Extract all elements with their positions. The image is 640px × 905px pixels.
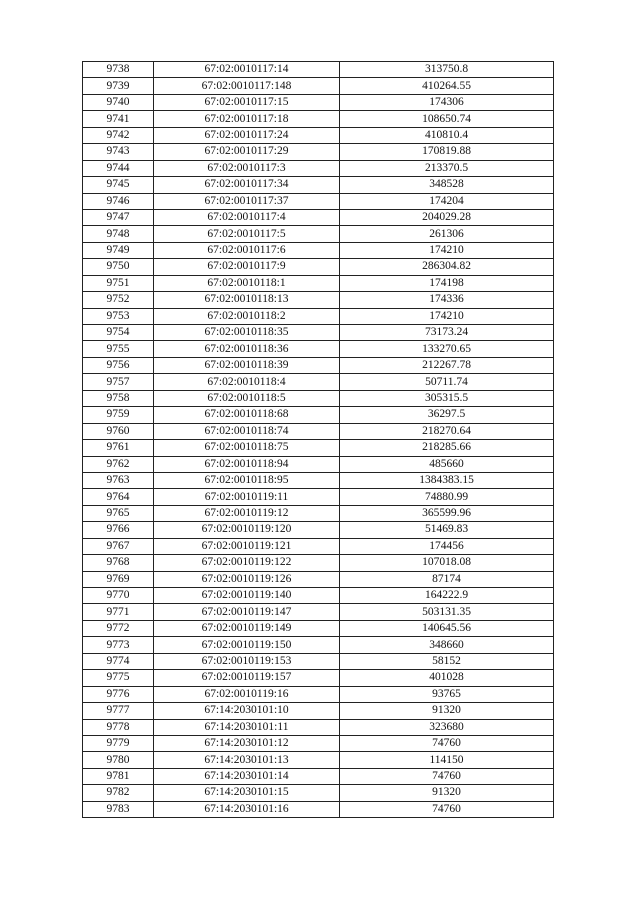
table-row — [83, 407, 554, 423]
row-number-cell: 9777 — [83, 703, 154, 719]
cadastral-number-cell: 67:02:0010119:11 — [154, 489, 340, 505]
cadastral-number-cell: 67:02:0010118:95 — [154, 472, 340, 488]
cadastral-number-cell: 67:14:2030101:12 — [154, 735, 340, 751]
cadastral-value-cell: 140645.56 — [340, 620, 554, 636]
table-row — [83, 209, 554, 225]
cadastral-value-cell: 74880.99 — [340, 489, 554, 505]
cadastral-value-cell: 108650.74 — [340, 111, 554, 127]
cadastral-value-cell: 365599.96 — [340, 505, 554, 521]
cadastral-value-cell: 174204 — [340, 193, 554, 209]
row-number-cell: 9742 — [83, 127, 154, 143]
cadastral-number-cell: 67:14:2030101:10 — [154, 703, 340, 719]
cadastral-value-cell: 1384383.15 — [340, 472, 554, 488]
row-number-cell: 9769 — [83, 571, 154, 587]
cadastral-number-cell: 67:02:0010118:74 — [154, 423, 340, 439]
table-row — [83, 160, 554, 176]
cadastral-number-cell: 67:02:0010119:12 — [154, 505, 340, 521]
table-row — [83, 620, 554, 636]
row-number-cell: 9740 — [83, 94, 154, 110]
cadastral-value-cell: 87174 — [340, 571, 554, 587]
row-number-cell: 9783 — [83, 801, 154, 817]
table-row — [83, 719, 554, 735]
cadastral-value-cell: 36297.5 — [340, 407, 554, 423]
table-row — [83, 423, 554, 439]
cadastral-value-cell: 212267.78 — [340, 357, 554, 373]
row-number-cell: 9741 — [83, 111, 154, 127]
cadastral-number-cell: 67:02:0010117:5 — [154, 226, 340, 242]
table-row — [83, 308, 554, 324]
cadastral-number-cell: 67:02:0010117:29 — [154, 144, 340, 160]
cadastral-number-cell: 67:14:2030101:13 — [154, 752, 340, 768]
row-number-cell: 9758 — [83, 390, 154, 406]
cadastral-number-cell: 67:02:0010117:148 — [154, 78, 340, 94]
cadastral-value-cell: 174210 — [340, 242, 554, 258]
cadastral-number-cell: 67:02:0010117:34 — [154, 177, 340, 193]
cadastral-value-table — [82, 61, 554, 818]
table-row — [83, 440, 554, 456]
row-number-cell: 9774 — [83, 653, 154, 669]
cadastral-number-cell: 67:02:0010119:126 — [154, 571, 340, 587]
cadastral-value-cell: 286304.82 — [340, 259, 554, 275]
cadastral-value-cell: 348528 — [340, 177, 554, 193]
cadastral-value-cell: 174210 — [340, 308, 554, 324]
row-number-cell: 9763 — [83, 472, 154, 488]
cadastral-value-cell: 410264.55 — [340, 78, 554, 94]
cadastral-value-cell: 51469.83 — [340, 522, 554, 538]
table-row — [83, 127, 554, 143]
cadastral-value-cell: 323680 — [340, 719, 554, 735]
cadastral-value-cell: 74760 — [340, 768, 554, 784]
table-row — [83, 555, 554, 571]
cadastral-number-cell: 67:14:2030101:11 — [154, 719, 340, 735]
row-number-cell: 9782 — [83, 785, 154, 801]
table-row — [83, 472, 554, 488]
cadastral-value-cell: 313750.8 — [340, 62, 554, 78]
table-row — [83, 390, 554, 406]
row-number-cell: 9760 — [83, 423, 154, 439]
table-row — [83, 259, 554, 275]
row-number-cell: 9779 — [83, 735, 154, 751]
cadastral-number-cell: 67:02:0010117:4 — [154, 209, 340, 225]
cadastral-value-cell: 91320 — [340, 785, 554, 801]
cadastral-value-cell: 133270.65 — [340, 341, 554, 357]
cadastral-number-cell: 67:02:0010119:140 — [154, 588, 340, 604]
cadastral-number-cell: 67:02:0010119:147 — [154, 604, 340, 620]
cadastral-number-cell: 67:02:0010118:94 — [154, 456, 340, 472]
cadastral-value-cell: 50711.74 — [340, 374, 554, 390]
cadastral-value-cell: 174306 — [340, 94, 554, 110]
cadastral-number-cell: 67:02:0010119:122 — [154, 555, 340, 571]
row-number-cell: 9753 — [83, 308, 154, 324]
cadastral-value-cell: 174336 — [340, 292, 554, 308]
cadastral-number-cell: 67:02:0010117:37 — [154, 193, 340, 209]
row-number-cell: 9780 — [83, 752, 154, 768]
cadastral-number-cell: 67:02:0010118:5 — [154, 390, 340, 406]
cadastral-value-cell: 485660 — [340, 456, 554, 472]
table-row — [83, 571, 554, 587]
cadastral-number-cell: 67:02:0010118:1 — [154, 275, 340, 291]
cadastral-number-cell: 67:02:0010117:15 — [154, 94, 340, 110]
row-number-cell: 9749 — [83, 242, 154, 258]
row-number-cell: 9778 — [83, 719, 154, 735]
cadastral-number-cell: 67:02:0010118:39 — [154, 357, 340, 373]
table-row — [83, 653, 554, 669]
cadastral-number-cell: 67:02:0010118:2 — [154, 308, 340, 324]
table-row — [83, 325, 554, 341]
cadastral-number-cell: 67:02:0010117:9 — [154, 259, 340, 275]
cadastral-value-cell: 261306 — [340, 226, 554, 242]
table-row — [83, 785, 554, 801]
cadastral-number-cell: 67:02:0010118:75 — [154, 440, 340, 456]
table-row — [83, 670, 554, 686]
row-number-cell: 9743 — [83, 144, 154, 160]
table-row — [83, 505, 554, 521]
row-number-cell: 9761 — [83, 440, 154, 456]
table-row — [83, 456, 554, 472]
table-row — [83, 735, 554, 751]
cadastral-value-cell: 93765 — [340, 686, 554, 702]
table-row — [83, 357, 554, 373]
cadastral-number-cell: 67:14:2030101:15 — [154, 785, 340, 801]
cadastral-value-cell: 164222.9 — [340, 588, 554, 604]
row-number-cell: 9776 — [83, 686, 154, 702]
row-number-cell: 9770 — [83, 588, 154, 604]
table-row — [83, 374, 554, 390]
row-number-cell: 9747 — [83, 209, 154, 225]
table-row — [83, 341, 554, 357]
row-number-cell: 9775 — [83, 670, 154, 686]
row-number-cell: 9771 — [83, 604, 154, 620]
cadastral-value-cell: 107018.08 — [340, 555, 554, 571]
cadastral-number-cell: 67:02:0010118:36 — [154, 341, 340, 357]
row-number-cell: 9773 — [83, 637, 154, 653]
table-row — [83, 292, 554, 308]
row-number-cell: 9765 — [83, 505, 154, 521]
table-row — [83, 801, 554, 817]
table-row — [83, 752, 554, 768]
cadastral-number-cell: 67:02:0010119:157 — [154, 670, 340, 686]
cadastral-value-cell: 174198 — [340, 275, 554, 291]
cadastral-number-cell: 67:02:0010119:120 — [154, 522, 340, 538]
table-row — [83, 637, 554, 653]
cadastral-number-cell: 67:02:0010117:18 — [154, 111, 340, 127]
cadastral-number-cell: 67:02:0010119:16 — [154, 686, 340, 702]
cadastral-number-cell: 67:02:0010117:14 — [154, 62, 340, 78]
table-row — [83, 703, 554, 719]
row-number-cell: 9757 — [83, 374, 154, 390]
cadastral-value-cell: 401028 — [340, 670, 554, 686]
table-row — [83, 242, 554, 258]
table-row — [83, 489, 554, 505]
cadastral-number-cell: 67:02:0010118:13 — [154, 292, 340, 308]
cadastral-number-cell: 67:02:0010117:24 — [154, 127, 340, 143]
row-number-cell: 9738 — [83, 62, 154, 78]
cadastral-number-cell: 67:02:0010119:153 — [154, 653, 340, 669]
row-number-cell: 9766 — [83, 522, 154, 538]
table-row — [83, 275, 554, 291]
row-number-cell: 9755 — [83, 341, 154, 357]
row-number-cell: 9762 — [83, 456, 154, 472]
table-row — [83, 588, 554, 604]
table-row — [83, 604, 554, 620]
row-number-cell: 9745 — [83, 177, 154, 193]
table-row — [83, 94, 554, 110]
cadastral-number-cell: 67:14:2030101:16 — [154, 801, 340, 817]
cadastral-number-cell: 67:02:0010117:6 — [154, 242, 340, 258]
row-number-cell: 9768 — [83, 555, 154, 571]
cadastral-value-cell: 73173.24 — [340, 325, 554, 341]
row-number-cell: 9748 — [83, 226, 154, 242]
row-number-cell: 9772 — [83, 620, 154, 636]
cadastral-value-cell: 170819.88 — [340, 144, 554, 160]
table-row — [83, 111, 554, 127]
row-number-cell: 9764 — [83, 489, 154, 505]
table-body — [83, 62, 554, 818]
table-row — [83, 768, 554, 784]
cadastral-number-cell: 67:14:2030101:14 — [154, 768, 340, 784]
row-number-cell: 9754 — [83, 325, 154, 341]
table-row — [83, 522, 554, 538]
cadastral-value-cell: 218270.64 — [340, 423, 554, 439]
cadastral-number-cell: 67:02:0010119:121 — [154, 538, 340, 554]
table-row — [83, 686, 554, 702]
row-number-cell: 9751 — [83, 275, 154, 291]
cadastral-number-cell: 67:02:0010118:68 — [154, 407, 340, 423]
table-row — [83, 226, 554, 242]
cadastral-value-cell: 174456 — [340, 538, 554, 554]
row-number-cell: 9767 — [83, 538, 154, 554]
row-number-cell: 9756 — [83, 357, 154, 373]
table-row — [83, 78, 554, 94]
row-number-cell: 9781 — [83, 768, 154, 784]
cadastral-value-cell: 91320 — [340, 703, 554, 719]
row-number-cell: 9750 — [83, 259, 154, 275]
row-number-cell: 9752 — [83, 292, 154, 308]
cadastral-value-cell: 410810.4 — [340, 127, 554, 143]
cadastral-value-cell: 58152 — [340, 653, 554, 669]
cadastral-value-cell: 204029.28 — [340, 209, 554, 225]
cadastral-value-cell: 348660 — [340, 637, 554, 653]
table-row — [83, 144, 554, 160]
cadastral-value-cell: 218285.66 — [340, 440, 554, 456]
cadastral-number-cell: 67:02:0010117:3 — [154, 160, 340, 176]
table-row — [83, 177, 554, 193]
cadastral-value-cell: 74760 — [340, 735, 554, 751]
cadastral-value-cell: 114150 — [340, 752, 554, 768]
table-row — [83, 62, 554, 78]
cadastral-number-cell: 67:02:0010118:4 — [154, 374, 340, 390]
cadastral-number-cell: 67:02:0010118:35 — [154, 325, 340, 341]
row-number-cell: 9744 — [83, 160, 154, 176]
cadastral-number-cell: 67:02:0010119:150 — [154, 637, 340, 653]
cadastral-value-cell: 74760 — [340, 801, 554, 817]
cadastral-value-cell: 305315.5 — [340, 390, 554, 406]
row-number-cell: 9759 — [83, 407, 154, 423]
table-row — [83, 538, 554, 554]
cadastral-value-cell: 503131.35 — [340, 604, 554, 620]
cadastral-value-cell: 213370.5 — [340, 160, 554, 176]
row-number-cell: 9739 — [83, 78, 154, 94]
cadastral-number-cell: 67:02:0010119:149 — [154, 620, 340, 636]
row-number-cell: 9746 — [83, 193, 154, 209]
table-row — [83, 193, 554, 209]
